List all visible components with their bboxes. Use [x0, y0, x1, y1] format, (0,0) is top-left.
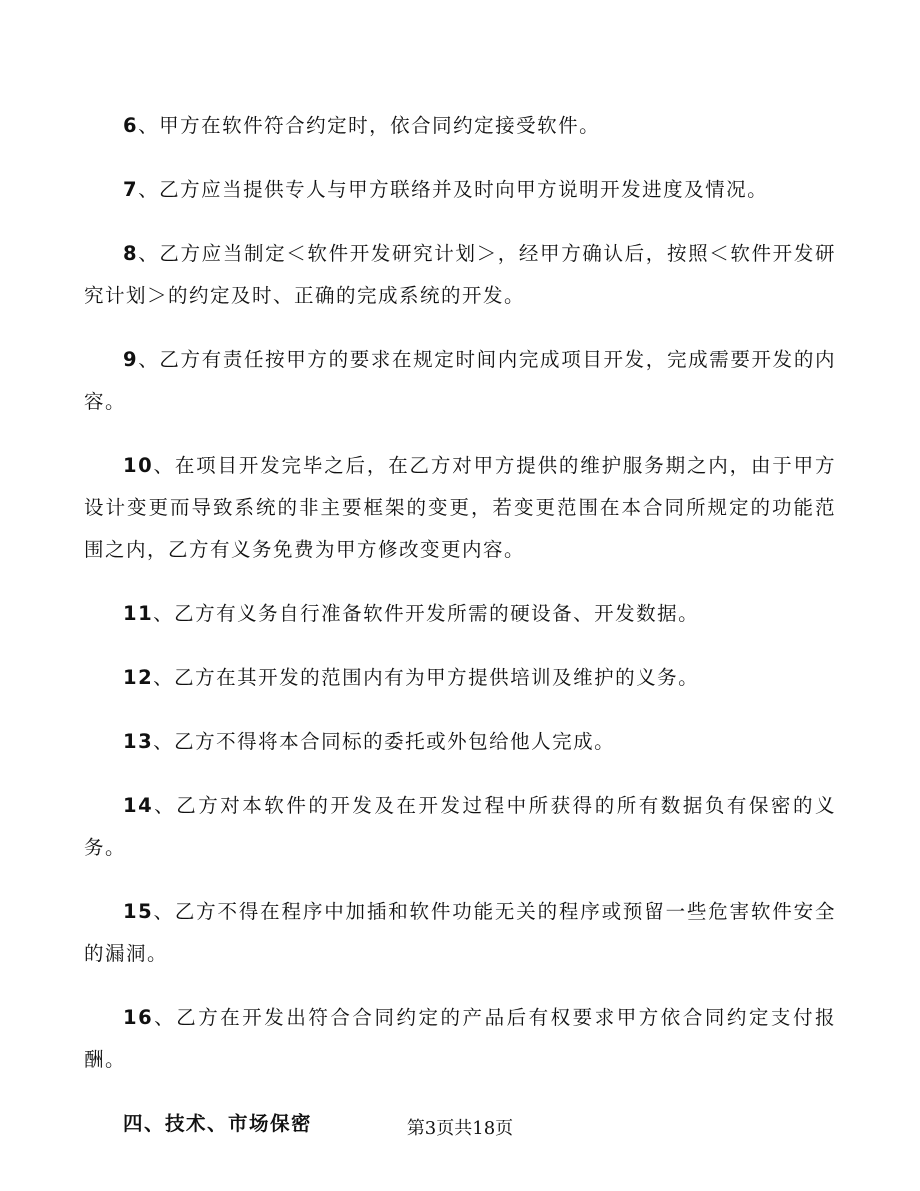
clause-text: 、乙方对本软件的开发及在开发过程中所获得的所有数据负有保密的义务。	[84, 794, 836, 859]
clause-number: 11	[123, 602, 154, 625]
clause-number: 15	[123, 900, 154, 923]
clause-11	[84, 593, 836, 635]
clause-number: 10	[123, 454, 154, 477]
clause-text: 、乙方有义务自行准备软件开发所需的硬设备、开发数据。	[153, 602, 700, 625]
clause-number: 12	[123, 666, 154, 689]
clause-8	[84, 233, 836, 317]
clause-text: 、乙方在开发出符合合同约定的产品后有权要求甲方依合同约定支付报酬。	[84, 1006, 836, 1071]
clause-text: 、乙方应当提供专人与甲方联络并及时向甲方说明开发进度及情况。	[138, 178, 769, 201]
clause-13	[84, 721, 836, 763]
clause-text: 、甲方在软件符合约定时，依合同约定接受软件。	[138, 114, 601, 137]
clause-number: 6	[123, 114, 139, 137]
clause-number: 16	[123, 1006, 154, 1029]
clause-number: 7	[123, 178, 139, 201]
clause-10	[84, 445, 836, 571]
clause-16	[84, 997, 836, 1081]
clause-text: 、乙方有责任按甲方的要求在规定时间内完成项目开发，完成需要开发的内容。	[84, 348, 836, 413]
clause-9	[84, 339, 836, 423]
clause-number: 13	[123, 730, 154, 753]
clause-text: 、乙方不得将本合同标的委托或外包给他人完成。	[153, 730, 616, 753]
clause-number: 9	[123, 348, 139, 371]
clause-7	[84, 169, 836, 211]
page-number-footer: 第3页共18页	[406, 1118, 514, 1139]
section-heading: 四、技术、市场保密	[123, 1112, 313, 1135]
clause-text: 、在项目开发完毕之后，在乙方对甲方提供的维护服务期之内，由于甲方设计变更而导致系统的非主要框架的变更，若变更范围在本合同所规定的功能范围之内，乙方有义务免费为甲方修改变更内容。	[84, 454, 836, 561]
clause-number: 14	[123, 794, 154, 817]
clause-6	[84, 105, 836, 147]
clause-15	[84, 891, 836, 975]
clause-text: 、乙方应当制定＜软件开发研究计划＞，经甲方确认后，按照＜软件开发研究计划＞的约定及时、正确的完成系统的开发。	[84, 242, 836, 307]
document-body	[84, 105, 836, 1145]
clause-12	[84, 657, 836, 699]
clause-text: 、乙方不得在程序中加插和软件功能无关的程序或预留一些危害软件安全的漏洞。	[84, 900, 836, 965]
clause-14	[84, 785, 836, 869]
clause-text: 、乙方在其开发的范围内有为甲方提供培训及维护的义务。	[153, 666, 700, 689]
clause-number: 8	[123, 242, 139, 265]
